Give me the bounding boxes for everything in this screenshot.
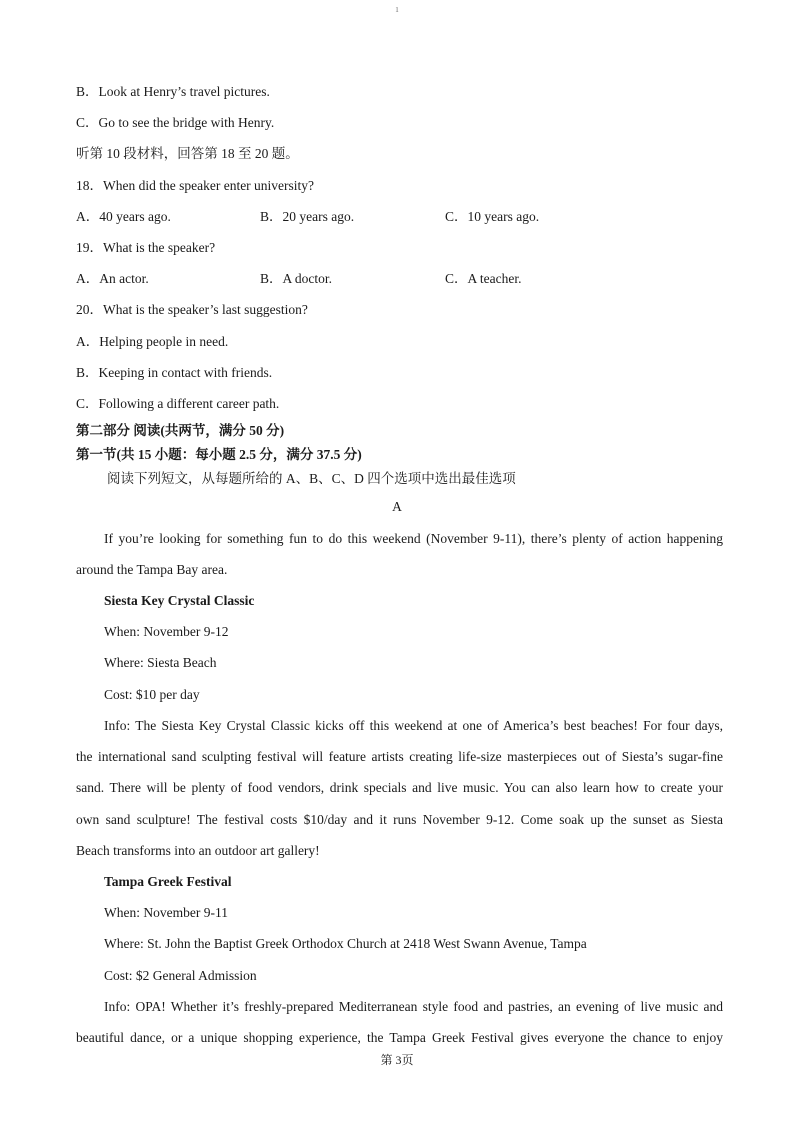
part2-heading: 第二部分 阅读(共两节，满分 50 分) (76, 423, 285, 438)
event2-info-line-2: beautiful dance, or a unique shopping experience, the Tampa Greek Festival gives everyone the chance to enjoy (76, 1030, 723, 1045)
q19-option-c: C．A teacher. (445, 271, 522, 286)
event1-cost: Cost: $10 per day (104, 687, 200, 702)
event2-when: When: November 9-11 (104, 905, 228, 920)
q20-option-a: A．Helping people in need. (76, 334, 229, 349)
event1-info-line-3: sand. There will be plenty of food vendors, drink specials and live music. You can also learn how to create your (76, 780, 723, 795)
reading-instruction: 阅读下列短文，从每题所给的 A、B、C、D 四个选项中选出最佳选项 (107, 471, 516, 486)
q19-option-a: A．An actor. (76, 271, 149, 286)
q17-option-b: B．Look at Henry’s travel pictures. (76, 84, 270, 99)
event2-title: Tampa Greek Festival (104, 874, 232, 889)
event1-info-line-1: Info: The Siesta Key Crystal Classic kicks off this weekend at one of America’s best beaches! For four days, (104, 718, 723, 733)
q20-option-b: B．Keeping in contact with friends. (76, 365, 273, 380)
intro-line-2: around the Tampa Bay area. (76, 562, 228, 577)
event1-info-line-5: Beach transforms into an outdoor art gallery! (76, 843, 320, 858)
event1-info-line-2: the international sand sculpting festival will feature artists creating life-size masterpieces out of Siesta’s sugar-fine (76, 749, 723, 764)
event2-info-line-1: Info: OPA! Whether it’s freshly-prepared Mediterranean style food and pastries, an evening of live music and (104, 999, 723, 1014)
q18-stem: 18．When did the speaker enter university? (76, 178, 315, 193)
q18-option-b: B．20 years ago. (260, 209, 355, 224)
intro-line-1: If you’re looking for something fun to do this weekend (November 9-11), there’s plenty of action happening (104, 531, 723, 546)
q17-option-c: C．Go to see the bridge with Henry. (76, 115, 275, 130)
event2-where: Where: St. John the Baptist Greek Orthodox Church at 2418 West Swann Avenue, Tampa (104, 936, 587, 951)
event1-title: Siesta Key Crystal Classic (104, 593, 255, 608)
section10-instruction: 听第 10 段材料，回答第 18 至 20 题。 (76, 146, 299, 161)
passage-letter: A (392, 499, 402, 514)
event1-info-line-4: own sand sculpture! The festival costs $10/day and it runs November 9-12. Come soak up the sunset as Siesta (76, 812, 723, 827)
section1-heading: 第一节(共 15 小题：每小题 2.5 分，满分 37.5 分) (76, 447, 362, 462)
header-mark: 1 (395, 6, 399, 14)
event2-cost: Cost: $2 General Admission (104, 968, 257, 983)
page-footer: 第 3页 (380, 1053, 414, 1067)
q19-stem: 19．What is the speaker? (76, 240, 216, 255)
event1-where: Where: Siesta Beach (104, 655, 217, 670)
q18-option-a: A．40 years ago. (76, 209, 171, 224)
event1-when: When: November 9-12 (104, 624, 229, 639)
q20-stem: 20．What is the speaker’s last suggestion? (76, 302, 308, 317)
q18-option-c: C．10 years ago. (445, 209, 540, 224)
q19-option-b: B．A doctor. (260, 271, 333, 286)
q20-option-c: C．Following a different career path. (76, 396, 280, 411)
